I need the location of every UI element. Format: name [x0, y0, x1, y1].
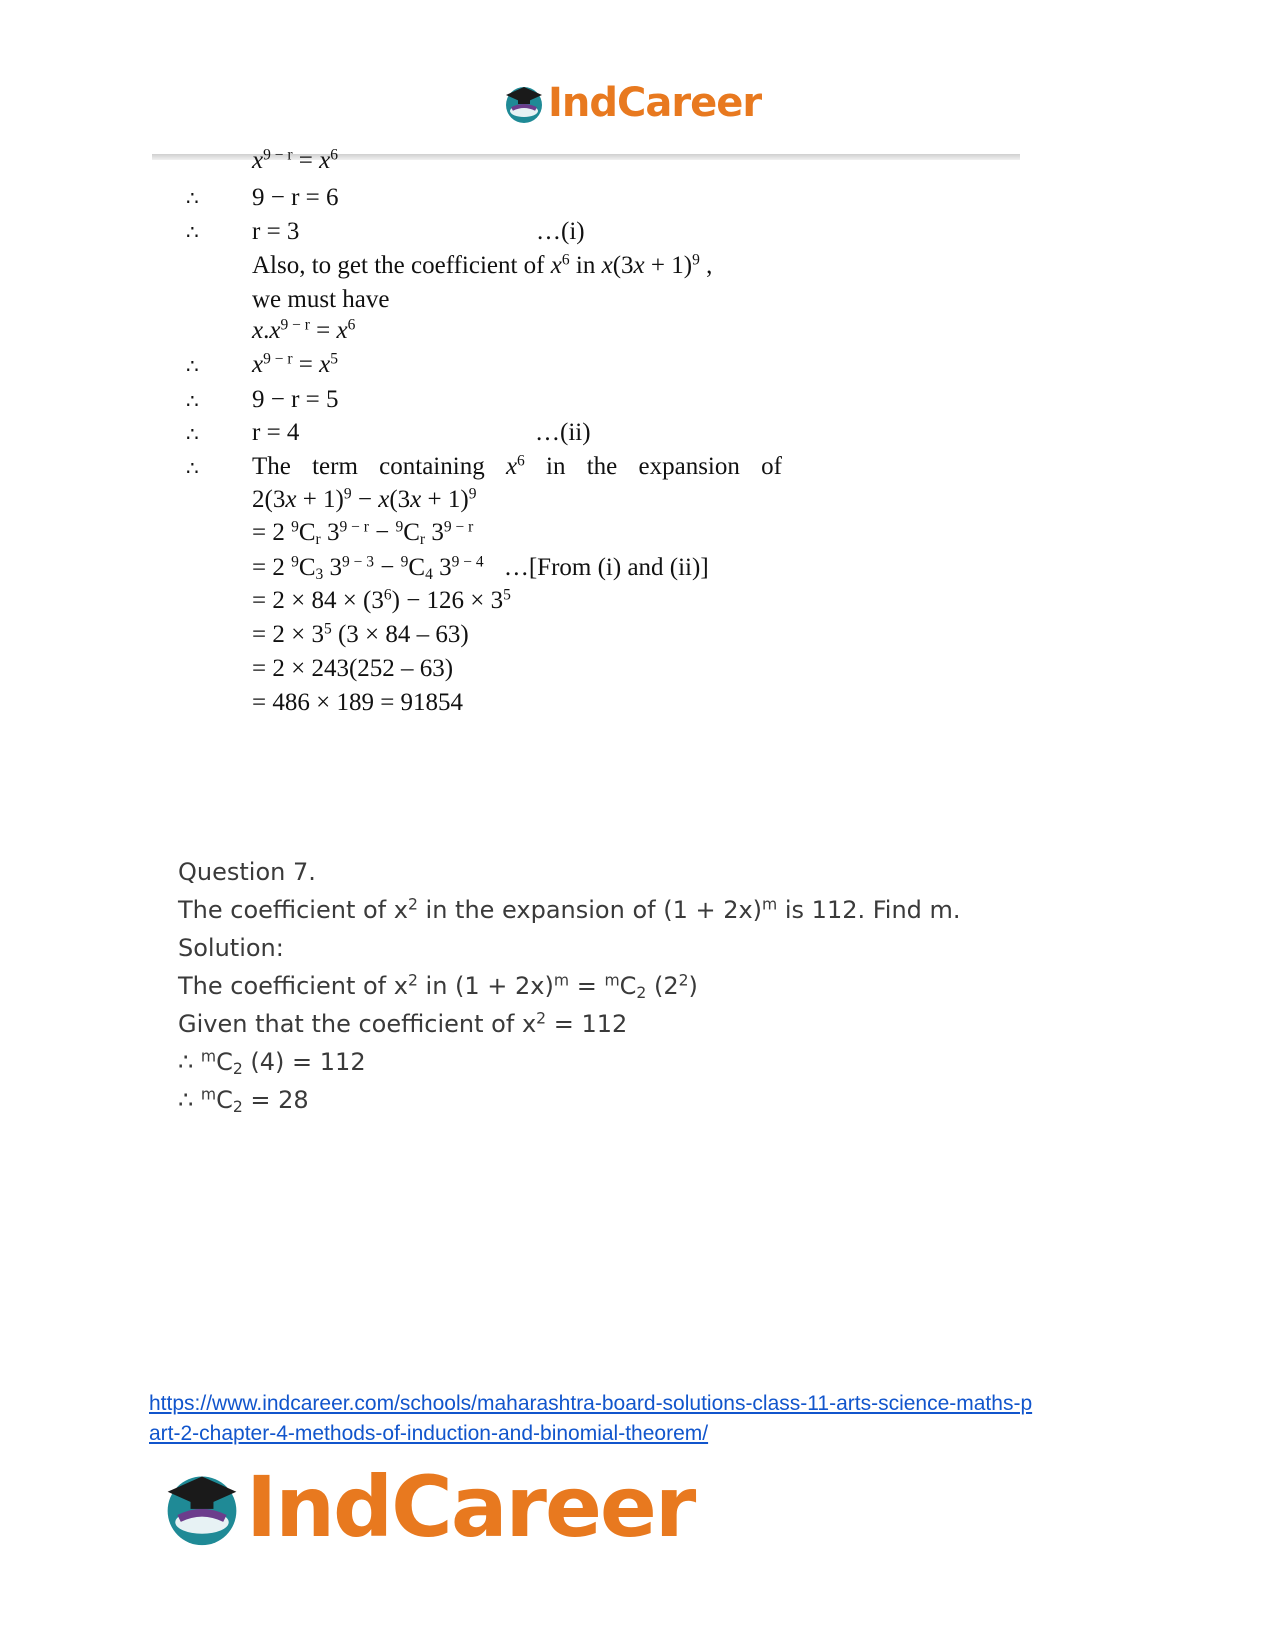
also-line: Also, to get the coefficient of $x^6$ in $x(3x + 1)^9$ ,	[252, 251, 713, 279]
eq-x-9-r-x6: $x^{9 - r} = x^6$	[252, 146, 338, 174]
brand-name: IndCareer	[548, 80, 762, 126]
therefore-symbol: ∴	[186, 422, 199, 446]
eq-9-r-5: 9 − r = 5	[252, 386, 339, 413]
therefore-symbol: ∴	[186, 186, 199, 210]
eq-r-3: r = 3	[252, 218, 300, 245]
solution-label: Solution:	[178, 934, 284, 962]
therefore-symbol: ∴	[186, 220, 199, 244]
tag-ii: …(ii)	[535, 419, 591, 446]
expr-general-term: = 2 $^9C_r$ $3^{9 - r} - ^9C_r$ $3^{9 - r}$	[252, 518, 474, 548]
therefore-symbol: ∴	[186, 389, 199, 413]
question-title: Question 7.	[178, 858, 316, 886]
eq-r-4: r = 4	[252, 419, 300, 446]
question-statement: The coefficient of $x^2$ in the expansion of $(1 + 2x)^m$ is 112. Find m.	[178, 895, 961, 924]
expr-substituted: = 2 $^9C_3$ $3^{9 - 3} - ^9C_4$ $3^{9 - 4}$ …[From (i) and (ii)]	[252, 553, 709, 583]
term-containing-line: The term containing $x^6$ in the expansion of	[252, 452, 782, 480]
calc-line-3: = 2 × 243(252 – 63)	[252, 655, 454, 682]
expr-expansion: $2(3x + 1)^9 - x(3x + 1)^9$	[252, 485, 477, 513]
therefore-symbol: ∴	[186, 354, 199, 378]
source-link[interactable]: https://www.indcareer.com/schools/maharashtra-board-solutions-class-11-arts-science-maths-p art-2-chapter-4-methods-of-induction-and-binomial-theorem/	[149, 1392, 1033, 1445]
brand-name: IndCareer	[246, 1458, 695, 1556]
therefore-symbol: ∴	[186, 456, 199, 480]
solution-line-3: ∴ $^mC_2$ (4) = 112	[178, 1047, 366, 1078]
indcareer-logo-top[interactable]	[502, 80, 761, 126]
graduation-cap-globe-icon	[160, 1465, 244, 1549]
eq-9-r-6: 9 − r = 6	[252, 184, 339, 211]
eq-x9-r-x5: $x^{9 - r} = x^5$	[252, 350, 338, 378]
we-must-have: we must have	[252, 286, 390, 313]
calc-line-4: = 486 × 189 = 91854	[252, 689, 464, 716]
tag-i: …(i)	[536, 218, 585, 245]
calc-line-1: = $2 \times 84 \times (3^6) - 126 \times 3^5$	[252, 586, 511, 614]
eq-x-x9-r-x6: $x.x^{9 - r} = x^6$	[252, 316, 356, 344]
solution-line-1: The coefficient of $x^2$ in $(1 + 2x)^m = ^mC_2$ $(2^2)$	[178, 971, 698, 1002]
indcareer-logo-bottom[interactable]	[160, 1458, 695, 1556]
solution-line-2: Given that the coefficient of $x^2 = 112$	[178, 1009, 628, 1038]
graduation-cap-globe-icon	[502, 81, 546, 125]
calc-line-2: = $2 \times 3^5$ (3 × 84 – 63)	[252, 620, 469, 648]
solution-line-4: ∴ $^mC_2 = 28$	[178, 1085, 309, 1116]
